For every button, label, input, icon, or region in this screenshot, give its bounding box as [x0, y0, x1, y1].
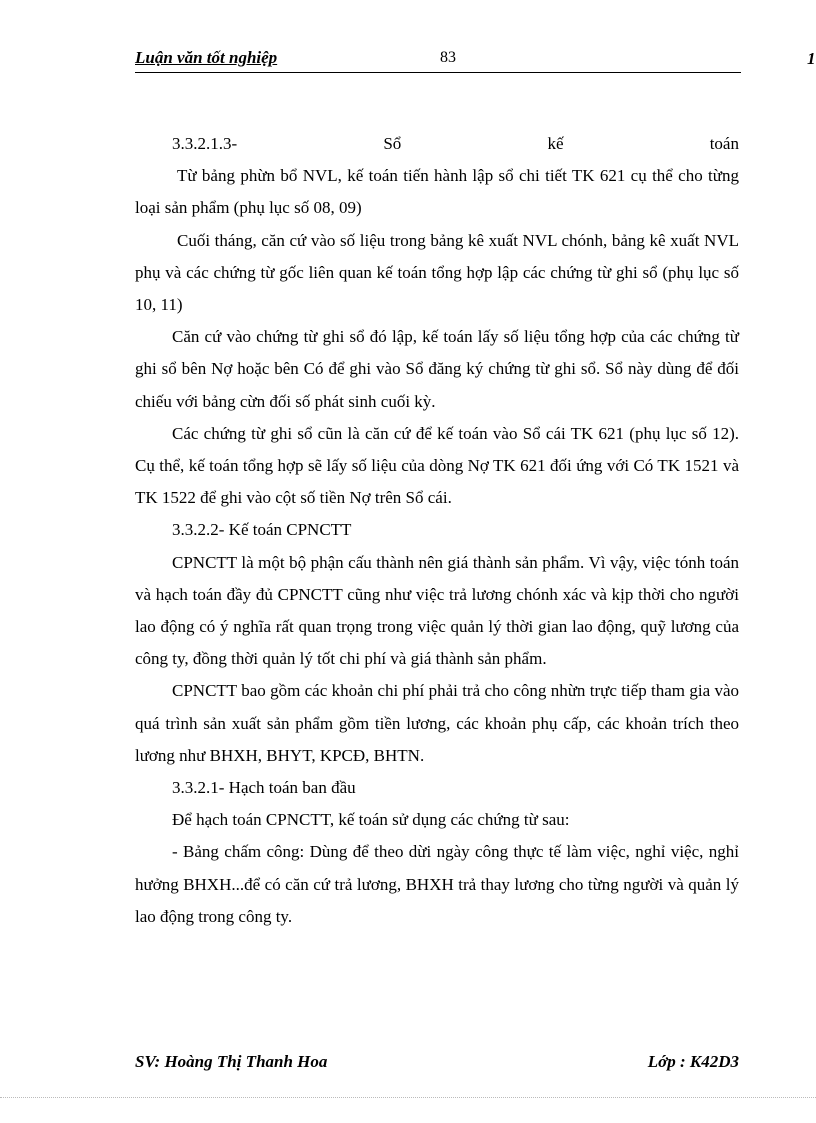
- paragraph-1: Từ bảng phừn bổ NVL, kế toán tiến hành lập sổ chi tiết TK 621 cụ thể cho từng loại sản phẩm (phụ lục số 08, 09): [135, 166, 739, 218]
- paragraph-5: CPNCTT là một bộ phận cấu thành nên giá thành sản phẩm. Vì vậy, việc tónh toán và hạch toán đầy đủ CPNCTT cũng như việc trả lương chónh xác và kịp thời cho người lao động có ý nghĩa rất quan trọng trong việc quản lý thời gian lao động, quỹ lương của công ty, đồng thời quản lý tốt chi phí và giá thành sản phẩm.: [135, 552, 739, 669]
- paragraph-7: Để hạch toán CPNCTT, kế toán sử dụng các chứng từ sau:: [172, 810, 570, 830]
- paragraph-8: - Bảng chấm công: Dùng để theo dừi ngày công thực tế làm việc, nghỉ việc, nghỉ hưởng BHXH...để có căn cứ trả lương, BHXH trả thay lương cho từng người và quản lý lao động trong công ty.: [135, 842, 739, 926]
- heading-word: kế: [547, 134, 564, 153]
- header-edge-mark: 1: [807, 49, 816, 68]
- heading-word: toán: [709, 134, 739, 153]
- heading-word: Sổ: [383, 134, 402, 153]
- paragraph-2: Cuối tháng, căn cứ vào số liệu trong bảng kê xuất NVL chónh, bảng kê xuất NVL phụ và các chứng từ gốc liên quan kế toán tổng hợp lập các chứng từ ghi sổ (phụ lục số 10, 11): [135, 230, 739, 315]
- heading-number: 3.3.2.1.3-: [172, 134, 238, 153]
- thesis-title: Luận văn tốt nghiệp: [135, 48, 278, 67]
- section-heading-3-3-2-2: 3.3.2.2- Kế toán CPNCTT: [172, 520, 352, 540]
- page-boundary-divider: [0, 1097, 816, 1098]
- class-code: Lớp : K42D3: [647, 1052, 739, 1071]
- paragraph-6: CPNCTT bao gồm các khoản chi phí phải trả cho công nhừn trực tiếp tham gia vào quá trình sản xuất sản phẩm gồm tiền lương, các khoản phụ cấp, các khoản trích theo lương như BHXH, BHYT, KPCĐ, BHTN.: [135, 681, 739, 765]
- section-heading-3-3-2-1-3: [135, 128, 739, 160]
- page-number: 83: [440, 49, 456, 66]
- document-body: [135, 128, 739, 933]
- section-heading-3-3-2-1: 3.3.2.1- Hạch toán ban đầu: [172, 778, 356, 798]
- paragraph-4: Các chứng từ ghi sổ cũn là căn cứ để kế toán vào Sổ cái TK 621 (phụ lục số 12). Cụ thể, kế toán tổng hợp sẽ lấy số liệu của dòng Nợ TK 621 đối ứng với Có TK 1521 và TK 1522 để ghi vào cột số tiền Nợ trên Sổ cái.: [135, 423, 739, 508]
- paragraph-3: Căn cứ vào chứng từ ghi sổ đó lập, kế toán lấy số liệu tổng hợp của các chứng từ ghi sổ bên Nợ hoặc bên Có để ghi vào Sổ đăng ký chứng từ ghi sổ. Sổ này dùng để đối chiếu với bảng cừn đối số phát sinh cuối kỳ.: [135, 327, 739, 411]
- student-name: SV: Hoàng Thị Thanh Hoa: [135, 1052, 328, 1071]
- page-header: [135, 48, 741, 73]
